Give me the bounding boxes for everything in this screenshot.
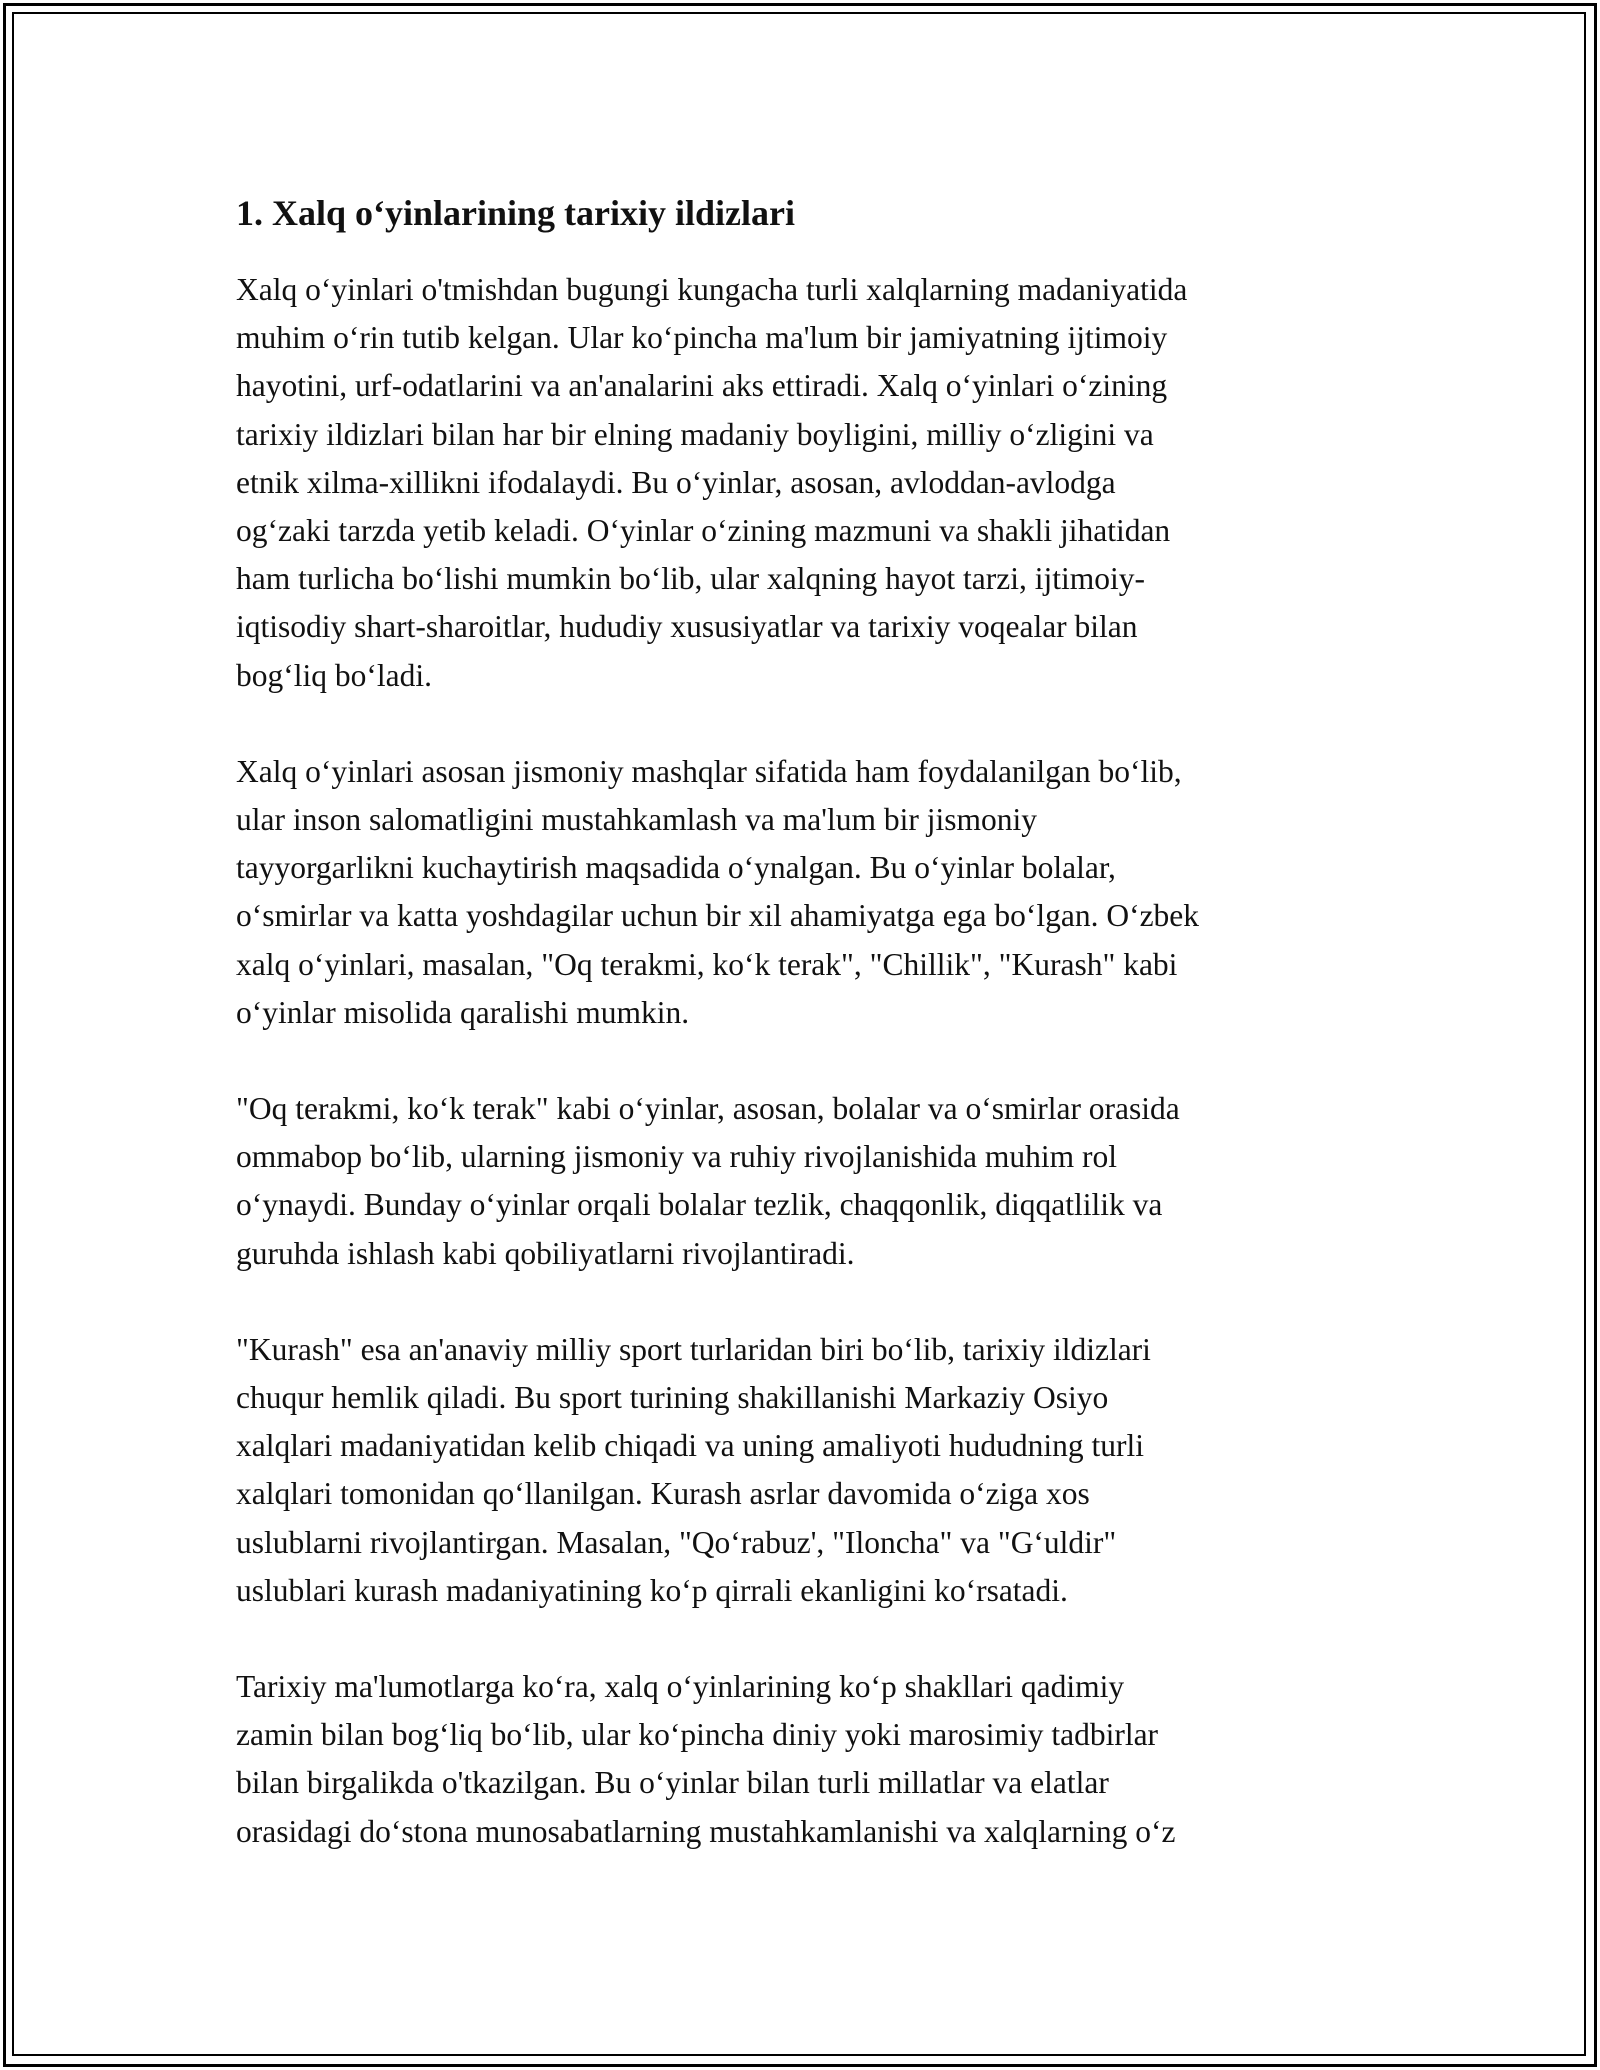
text-line: uslublari kurash madaniyatining ko‘p qirrali ekanligini ko‘rsatadi. <box>236 1572 1068 1608</box>
text-line: ham turlicha bo‘lishi mumkin bo‘lib, ular xalqning hayot tarzi, ijtimoiy- <box>236 561 1145 597</box>
text-line: xalqlari tomonidan qo‘llanilgan. Kurash asrlar davomida o‘ziga xos <box>236 1476 1090 1512</box>
text-line: iqtisodiy shart-sharoitlar, hududiy xususiyatlar va tarixiy voqealar bilan <box>236 609 1138 645</box>
text-line: bilan birgalikda o'tkazilgan. Bu o‘yinlar bilan turli millatlar va elatlar <box>236 1765 1109 1801</box>
text-line: "Oq terakmi, ko‘k terak" kabi o‘yinlar, asosan, bolalar va o‘smirlar orasida <box>236 1091 1180 1127</box>
text-line: Xalq o‘yinlari o'tmishdan bugungi kungacha turli xalqlarning madaniyatida <box>236 272 1188 307</box>
text-line: ular inson salomatligini mustahkamlash va ma'lum bir jismoniy <box>236 802 1037 838</box>
section-heading: 1. Xalq o‘yinlarining tarixiy ildizlari <box>236 193 796 233</box>
text-line: Tarixiy ma'lumotlarga ko‘ra, xalq o‘yinlarining ko‘p shakllari qadimiy <box>236 1669 1125 1705</box>
text-line: Xalq o‘yinlari asosan jismoniy mashqlar sifatida ham foydalanilgan bo‘lib, <box>236 753 1182 789</box>
text-line: tayyorgarlikni kuchaytirish maqsadida o‘ynalgan. Bu o‘yinlar bolalar, <box>236 850 1116 886</box>
text-line: o‘ynaydi. Bunday o‘yinlar orqali bolalar tezlik, chaqqonlik, diqqatlilik va <box>236 1187 1163 1223</box>
text-line: zamin bilan bog‘liq bo‘lib, ular ko‘pincha diniy yoki marosimiy tadbirlar <box>236 1717 1159 1753</box>
text-line: "Kurash" esa an'anaviy milliy sport turlaridan biri bo‘lib, tarixiy ildizlari <box>236 1331 1151 1367</box>
paragraph-3 <box>236 1085 1366 1278</box>
text-line: bog‘liq bo‘ladi. <box>236 657 432 693</box>
text-line: guruhda ishlash kabi qobiliyatlarni rivojlantiradi. <box>236 1235 855 1271</box>
text-line: etnik xilma-xillikni ifodalaydi. Bu o‘yinlar, asosan, avloddan-avlodga <box>236 464 1116 500</box>
paragraph-1 <box>236 266 1366 700</box>
text-line: uslublarni rivojlantirgan. Masalan, "Qo‘rabuz', "Iloncha" va "G‘uldir" <box>236 1524 1117 1560</box>
paragraph-5 <box>236 1663 1366 1856</box>
document-body <box>236 188 1366 1904</box>
text-line: tarixiy ildizlari bilan har bir elning madaniy boyligini, milliy o‘zligini va <box>236 416 1154 452</box>
text-line: hayotini, urf-odatlarini va an'analarini aks ettiradi. Xalq o‘yinlari o‘zining <box>236 368 1168 404</box>
text-line: og‘zaki tarzda yetib keladi. O‘yinlar o‘zining mazmuni va shakli jihatidan <box>236 513 1171 549</box>
paragraph-2 <box>236 748 1366 1037</box>
text-line: xalqlari madaniyatidan kelib chiqadi va uning amaliyoti hududning turli <box>236 1428 1145 1464</box>
text-line: orasidagi do‘stona munosabatlarning mustahkamlanishi va xalqlarning o‘z <box>236 1813 1176 1849</box>
text-line: muhim o‘rin tutib kelgan. Ular ko‘pincha ma'lum bir jamiyatning ijtimoiy <box>236 320 1168 356</box>
text-line: o‘yinlar misolida qaralishi mumkin. <box>236 994 690 1030</box>
text-line: chuqur hemlik qiladi. Bu sport turining shakillanishi Markaziy Osiyo <box>236 1380 1109 1416</box>
paragraph-4 <box>236 1326 1366 1615</box>
text-line: ommabop bo‘lib, ularning jismoniy va ruhiy rivojlanishida muhim rol <box>236 1139 1118 1175</box>
text-line: o‘smirlar va katta yoshdagilar uchun bir xil ahamiyatga ega bo‘lgan. O‘zbek <box>236 898 1200 934</box>
text-line: xalq o‘yinlari, masalan, "Oq terakmi, ko‘k terak", "Chillik", "Kurash" kabi <box>236 946 1178 982</box>
